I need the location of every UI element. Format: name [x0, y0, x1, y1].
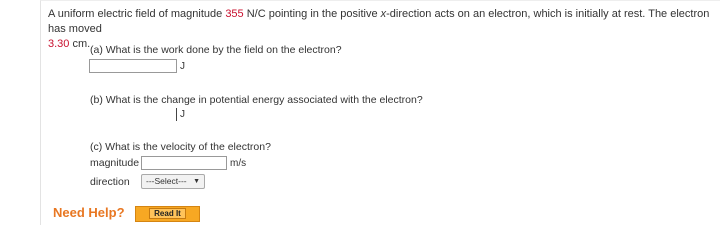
chevron-down-icon: ▼	[193, 178, 200, 185]
velocity-unit: m/s	[230, 158, 247, 169]
part-a-unit: J	[180, 61, 185, 72]
distance-unit: cm.	[69, 38, 91, 50]
part-c-question: (c) What is the velocity of the electron?	[90, 141, 271, 153]
part-b-answer-input[interactable]	[176, 108, 177, 121]
direction-select[interactable]	[141, 174, 205, 189]
problem-text: N/C pointing in the positive	[243, 8, 381, 20]
velocity-magnitude-input[interactable]	[141, 156, 227, 170]
problem-text: -direction acts on an electron, which is initially at rest. The electron has moved	[48, 8, 710, 35]
part-a-answer-input[interactable]	[89, 59, 177, 73]
read-it-button[interactable]	[135, 206, 200, 222]
part-a-question: (a) What is the work done by the field on the electron?	[90, 44, 342, 56]
magnitude-label: magnitude	[90, 157, 140, 169]
direction-label: direction	[90, 176, 130, 188]
part-b-question: (b) What is the change in potential energy associated with the electron?	[90, 94, 423, 106]
distance-value: 3.30	[48, 38, 70, 50]
axis-label: x	[380, 8, 387, 20]
part-b-unit: J	[180, 109, 185, 120]
read-it-label: Read It	[149, 208, 186, 219]
problem-text: A uniform electric field of magnitude	[48, 8, 226, 20]
need-help-label: Need Help?	[53, 205, 125, 220]
direction-select-value: ---Select---	[146, 176, 187, 186]
field-magnitude-value: 355	[225, 8, 244, 20]
